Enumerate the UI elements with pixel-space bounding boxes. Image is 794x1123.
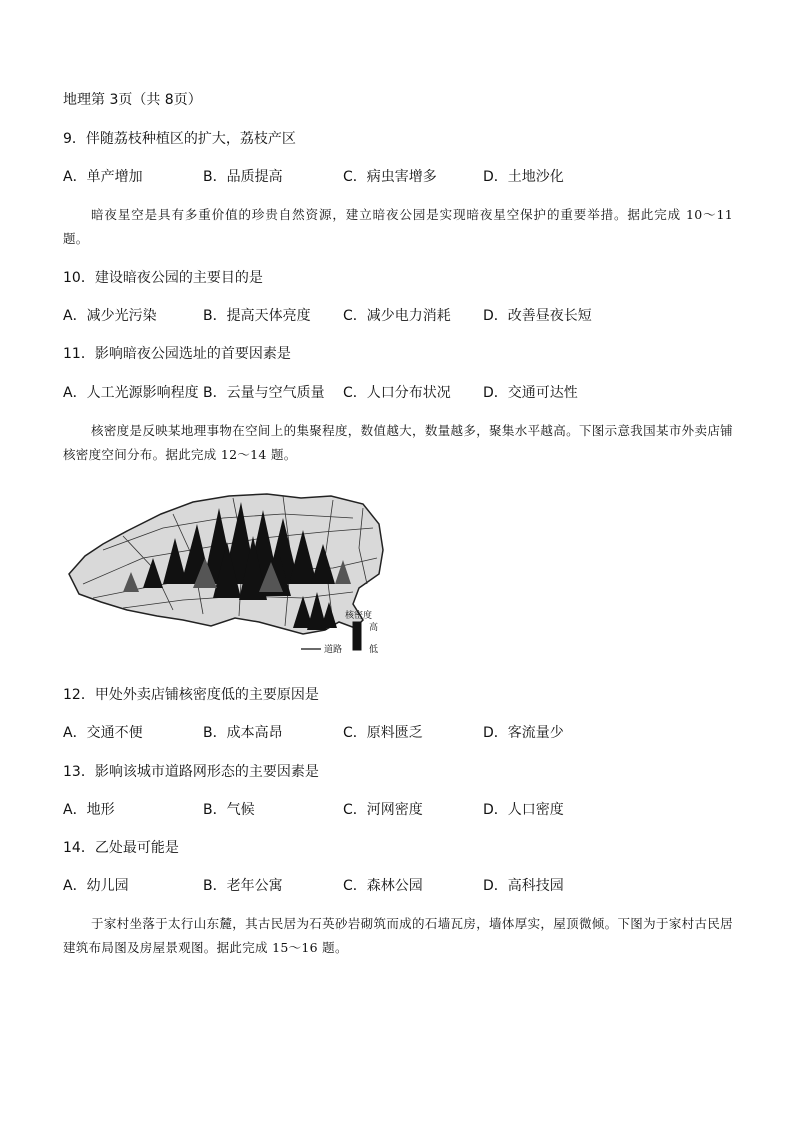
question-11-option-c: C．人口分布状况 [343, 385, 451, 401]
question-12-option-b: B．成本高昂 [203, 725, 283, 741]
question-9-stem: 9．伴随荔枝种植区的扩大，荔枝产区 [63, 131, 296, 147]
question-11-stem: 11．影响暗夜公园选址的首要因素是 [63, 346, 291, 362]
question-10-option-d: D．改善昼夜长短 [483, 308, 592, 324]
question-10-stem: 10．建设暗夜公园的主要目的是 [63, 270, 263, 286]
question-14-option-d: D．高科技园 [483, 878, 564, 894]
kernel-density-map [63, 488, 393, 658]
question-13-option-c: C．河网密度 [343, 802, 423, 818]
question-13-option-d: D．人口密度 [483, 802, 564, 818]
page-label: 地理第 3页（共 8页） [63, 92, 202, 108]
passage-kernel-density: 核密度是反映某地理事物在空间上的集聚程度，数值越大，数量越多，聚集水平越高。下图示意我国某市外卖店铺核密度空间分布。据此完成 12～14 题。 [63, 423, 733, 462]
question-9-option-a: A．单产增加 [63, 169, 143, 185]
question-10-option-a: A．减少光污染 [63, 308, 157, 324]
question-14-stem: 14．乙处最可能是 [63, 840, 179, 856]
question-12-option-d: D．客流量少 [483, 725, 564, 741]
legend-low: 低 [369, 645, 379, 655]
question-9-option-d: D．土地沙化 [483, 169, 564, 185]
legend-title: 核密度 [345, 611, 373, 621]
question-13-stem: 13．影响该城市道路网形态的主要因素是 [63, 764, 319, 780]
question-9-option-b: B．品质提高 [203, 169, 283, 185]
legend-road: 道路 [324, 645, 343, 655]
question-12-option-c: C．原料匮乏 [343, 725, 423, 741]
question-13-option-a: A．地形 [63, 802, 115, 818]
question-10-option-b: B．提高天体亮度 [203, 308, 311, 324]
question-12-stem: 12．甲处外卖店铺核密度低的主要原因是 [63, 687, 319, 703]
question-9-option-c: C．病虫害增多 [343, 169, 437, 185]
question-10-option-c: C．减少电力消耗 [343, 308, 451, 324]
legend-color-bar [353, 622, 361, 650]
passage-yujia-village: 于家村坐落于太行山东麓，其古民居为石英砂岩砌筑而成的石墙瓦房，墙体厚实，屋顶微倾。下图为于家村古民居建筑布局图及房屋景观图。据此完成 15～16 题。 [63, 916, 733, 955]
question-14-option-b: B．老年公寓 [203, 878, 283, 894]
kernel-density-map-svg [63, 488, 393, 658]
question-14-option-a: A．幼儿园 [63, 878, 129, 894]
question-13-option-b: B．气候 [203, 802, 255, 818]
question-12-option-a: A．交通不便 [63, 725, 143, 741]
passage-dark-sky: 暗夜星空是具有多重价值的珍贵自然资源，建立暗夜公园是实现暗夜星空保护的重要举措。据此完成 10～11 题。 [63, 207, 733, 246]
question-14-option-c: C．森林公园 [343, 878, 423, 894]
question-11-option-ab: A．人工光源影响程度 B．云量与空气质量 [63, 385, 325, 401]
question-11-option-d: D．交通可达性 [483, 385, 578, 401]
legend-high: 高 [369, 623, 379, 633]
